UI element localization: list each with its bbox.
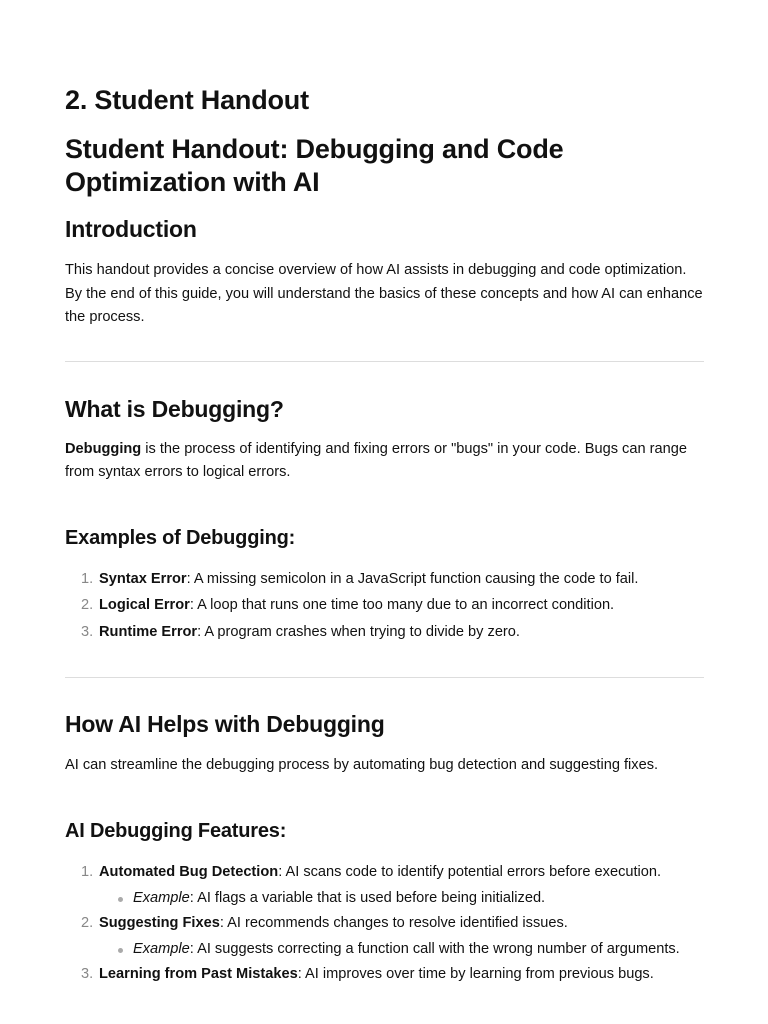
- introduction-paragraph: This handout provides a concise overview of how AI assists in debugging and code optimization. By the end of this guide, you will understand the basics of these concepts and how AI can enhance the process.: [65, 262, 703, 325]
- list-item-term: Suggesting Fixes: [99, 915, 220, 931]
- section-divider: [65, 677, 704, 678]
- list-item-text: : A program crashes when trying to divide by zero.: [197, 623, 520, 640]
- list-number: 2.: [81, 597, 94, 614]
- debugging-term: Debugging: [65, 441, 142, 457]
- list-number: 3.: [81, 623, 94, 640]
- list-item: [65, 861, 705, 912]
- list-item-line: [81, 912, 705, 938]
- examples-heading: Examples of Debugging:: [65, 527, 296, 549]
- example-text: : AI suggests correcting a function call with the wrong number of arguments.: [189, 940, 680, 957]
- list-item: [65, 594, 705, 620]
- section-number-heading: 2. Student Handout: [65, 85, 309, 115]
- sub-list: [99, 887, 705, 913]
- how-ai-helps-heading: How AI Helps with Debugging: [65, 711, 385, 737]
- list-item-term: Syntax Error: [99, 571, 187, 587]
- list-item-line: [81, 963, 705, 989]
- list-number: 1.: [81, 864, 94, 880]
- sub-list: [99, 938, 705, 964]
- section-divider: [65, 361, 704, 362]
- bullet-icon: [118, 948, 123, 953]
- list-item: [65, 568, 705, 594]
- example-text: : AI flags a variable that is used before being initialized.: [189, 889, 546, 906]
- document-title: Student Handout: Debugging and Code Optimization with AI: [65, 134, 564, 197]
- list-item-text: : AI scans code to identify potential errors before execution.: [278, 864, 662, 880]
- how-ai-helps-paragraph: AI can streamline the debugging process by automating bug detection and suggesting fixes.: [65, 757, 659, 773]
- bullet-icon: [118, 897, 123, 902]
- example-label: Example: [133, 940, 190, 957]
- features-list: [65, 861, 705, 989]
- list-number: 2.: [81, 915, 94, 931]
- features-heading: AI Debugging Features:: [65, 820, 287, 842]
- list-number: 3.: [81, 966, 94, 982]
- list-item: [65, 912, 705, 963]
- list-item-text: : AI recommends changes to resolve identified issues.: [219, 915, 568, 931]
- list-item: [65, 621, 705, 647]
- list-item-term: Learning from Past Mistakes: [99, 966, 298, 982]
- list-item-text: : AI improves over time by learning from previous bugs.: [297, 966, 654, 982]
- sub-list-item: [99, 938, 705, 964]
- debugging-definition: is the process of identifying and fixing errors or "bugs" in your code. Bugs can range from syntax errors to logical errors.: [65, 441, 687, 480]
- what-is-debugging-heading: What is Debugging?: [65, 396, 284, 422]
- what-is-debugging-paragraph: [65, 438, 705, 484]
- list-number: 1.: [81, 571, 94, 587]
- list-item-text: : A missing semicolon in a JavaScript function causing the code to fail.: [186, 571, 639, 587]
- list-item-term: Runtime Error: [99, 623, 198, 640]
- introduction-heading: Introduction: [65, 216, 197, 242]
- sub-list-item: [99, 887, 705, 913]
- list-item: [65, 963, 705, 989]
- list-item-line: [81, 861, 705, 887]
- list-item-text: : A loop that runs one time too many due to an incorrect condition.: [189, 597, 615, 614]
- list-item-term: Automated Bug Detection: [99, 864, 279, 880]
- list-item-term: Logical Error: [99, 597, 190, 614]
- examples-list: [65, 568, 705, 647]
- example-label: Example: [133, 889, 190, 906]
